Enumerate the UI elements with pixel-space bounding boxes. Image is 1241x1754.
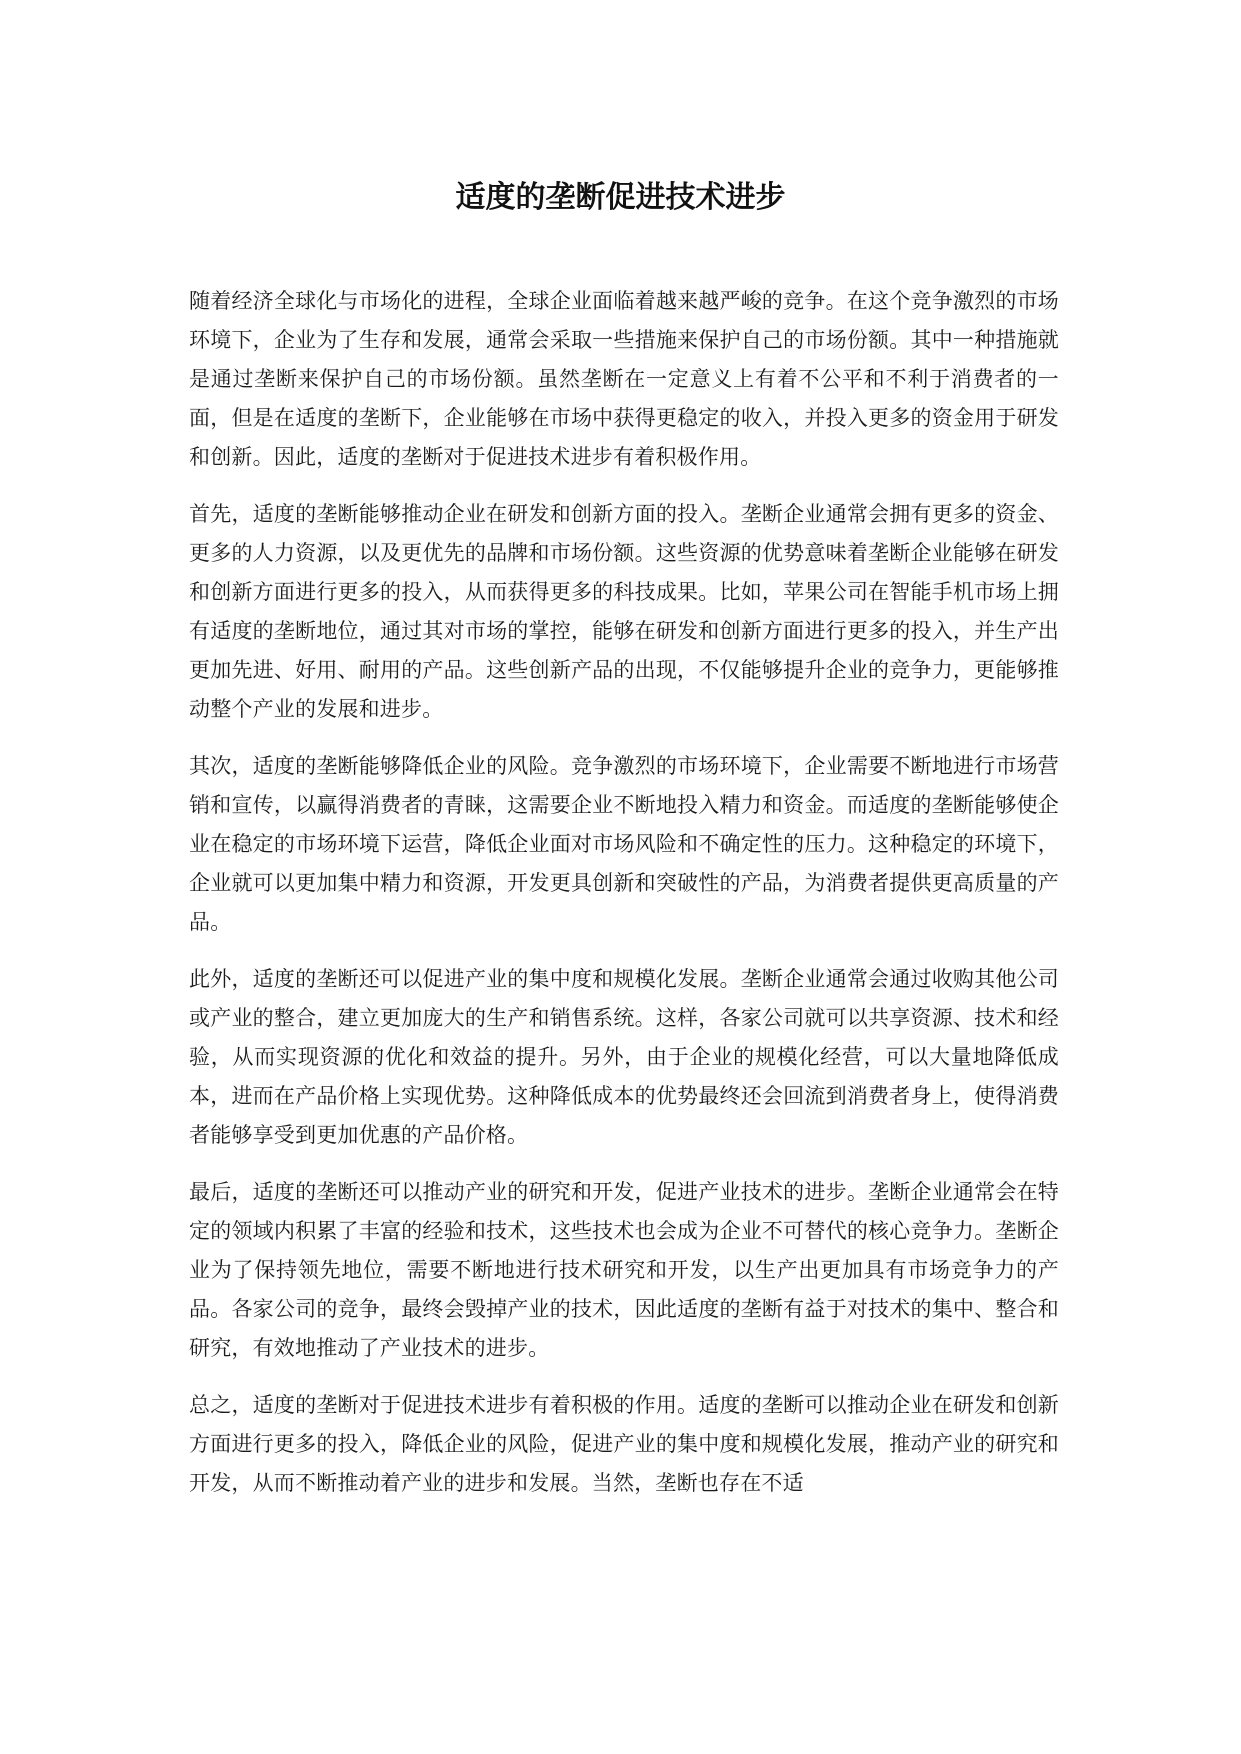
paragraph-second: 其次，适度的垄断能够降低企业的风险。竞争激烈的市场环境下，企业需要不断地进行市场营销和宣传，以赢得消费者的青睐，这需要企业不断地投入精力和资金。而适度的垄断能够使企业在稳定的市场环境下运营，降低企业面对市场风险和不确定性的压力。这种稳定的环境下，企业就可以更加集中精力和资源，开发更具创新和突破性的产品，为消费者提供更高质量的产品。 (189, 754, 1059, 934)
document-body (189, 282, 1059, 1521)
paragraph-third: 此外，适度的垄断还可以促进产业的集中度和规模化发展。垄断企业通常会通过收购其他公司或产业的整合，建立更加庞大的生产和销售系统。这样，各家公司就可以共享资源、技术和经验，从而实现资源的优化和效益的提升。另外，由于企业的规模化经营，可以大量地降低成本，进而在产品价格上实现优势。这种降低成本的优势最终还会回流到消费者身上，使得消费者能够享受到更加优惠的产品价格。 (189, 967, 1059, 1147)
paragraph-fourth: 最后，适度的垄断还可以推动产业的研究和开发，促进产业技术的进步。垄断企业通常会在特定的领域内积累了丰富的经验和技术，这些技术也会成为企业不可替代的核心竞争力。垄断企业为了保持领先地位，需要不断地进行技术研究和开发，以生产出更加具有市场竞争力的产品。各家公司的竞争，最终会毁掉产业的技术，因此适度的垄断有益于对技术的集中、整合和研究，有效地推动了产业技术的进步。 (189, 1180, 1059, 1360)
paragraph-conclusion: 总之，适度的垄断对于促进技术进步有着积极的作用。适度的垄断可以推动企业在研发和创新方面进行更多的投入，降低企业的风险，促进产业的集中度和规模化发展，推动产业的研究和开发，从而不断推动着产业的进步和发展。当然，垄断也存在不适 (189, 1393, 1059, 1495)
document-title: 适度的垄断促进技术进步 (455, 180, 786, 215)
paragraph-intro: 随着经济全球化与市场化的进程，全球企业面临着越来越严峻的竞争。在这个竞争激烈的市场环境下，企业为了生存和发展，通常会采取一些措施来保护自己的市场份额。其中一种措施就是通过垄断来保护自己的市场份额。虽然垄断在一定意义上有着不公平和不利于消费者的一面，但是在适度的垄断下，企业能够在市场中获得更稳定的收入，并投入更多的资金用于研发和创新。因此，适度的垄断对于促进技术进步有着积极作用。 (189, 289, 1059, 469)
paragraph-first: 首先，适度的垄断能够推动企业在研发和创新方面的投入。垄断企业通常会拥有更多的资金、更多的人力资源，以及更优先的品牌和市场份额。这些资源的优势意味着垄断企业能够在研发和创新方面进行更多的投入，从而获得更多的科技成果。比如，苹果公司在智能手机市场上拥有适度的垄断地位，通过其对市场的掌控，能够在研发和创新方面进行更多的投入，并生产出更加先进、好用、耐用的产品。这些创新产品的出现，不仅能够提升企业的竞争力，更能够推动整个产业的发展和进步。 (189, 502, 1059, 721)
